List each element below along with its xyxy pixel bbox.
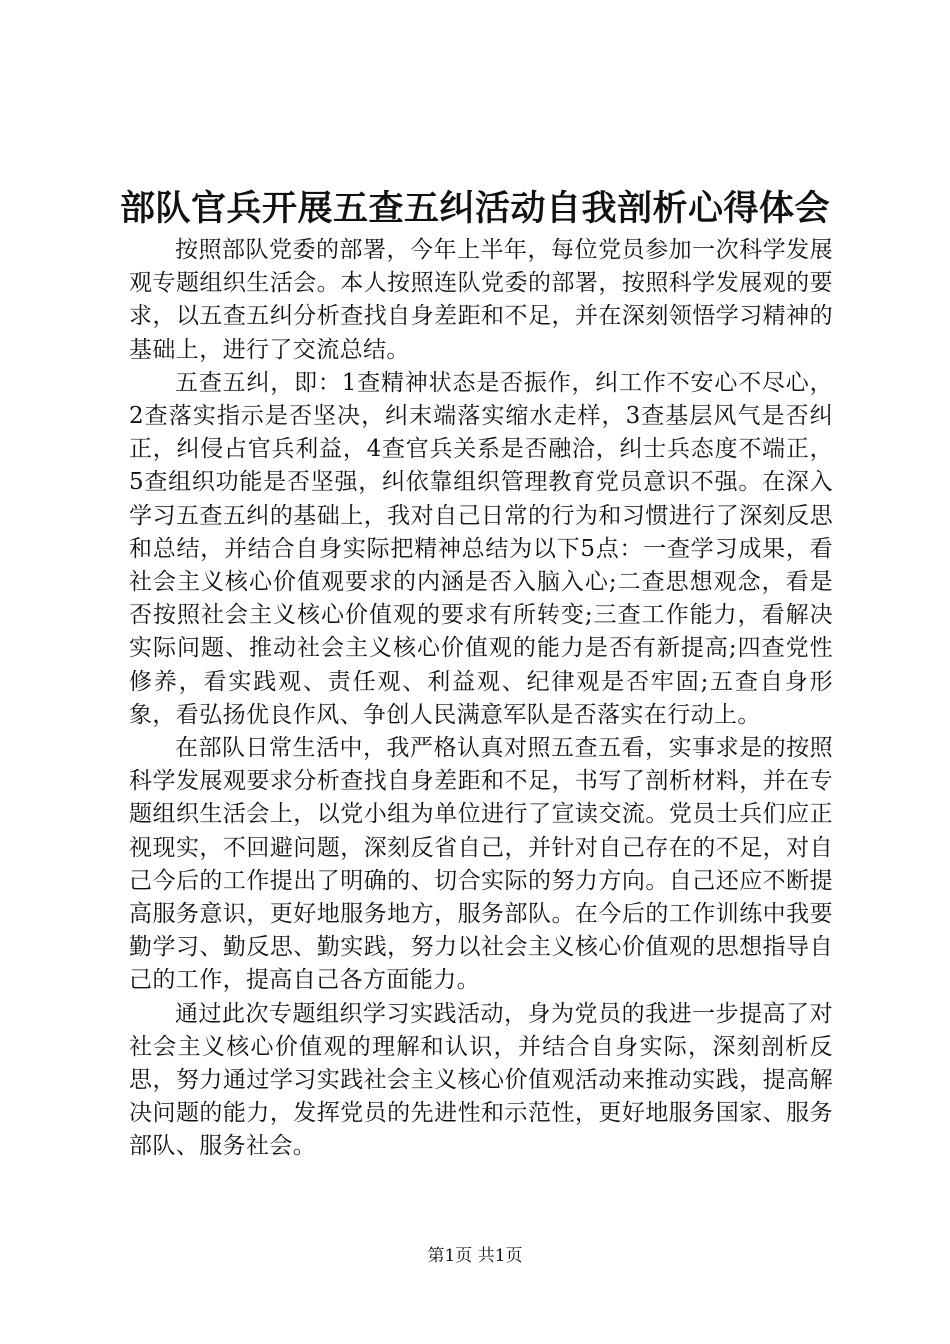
- paragraph-2: 五查五纠，即：1查精神状态是否振作，纠工作不安心不尽心，2查落实指示是否坚决，纠末端落实缩水走样，3查基层风气是否纠正，纠侵占官兵利益，4查官兵关系是否融洽，纠士兵态度不端正，5查组织功能是否坚强，纠依靠组织管理教育党员意识不强。在深入学习五查五纠的基础上，我对自己日常的行为和习惯进行了深刻反思和总结，并结合自身实际把精神总结为以下5点：一查学习成果，看社会主义核心价值观要求的内涵是否入脑入心;二查思想观念，看是否按照社会主义核心价值观的要求有所转变;三查工作能力，看解决实际问题、推动社会主义核心价值观的能力是否有新提高;四查党性修养，看实践观、责任观、利益观、纪律观是否牢固;五查自身形象，看弘扬优良作风、争创人民满意军队是否落实在行动上。: [129, 369, 833, 728]
- page-footer: 第1页 共1页: [427, 1246, 523, 1266]
- paragraph-3: 在部队日常生活中，我严格认真对照五查五看，实事求是的按照科学发展观要求分析查找自身差距和不足，书写了剖析材料，并在专题组织生活会上，以党小组为单位进行了宣读交流。党员士兵们应正视现实，不回避问题，深刻反省自己，并针对自己存在的不足，对自己今后的工作提出了明确的、切合实际的努力方向。自己还应不断提高服务意识，更好地服务地方，服务部队。在今后的工作训练中我要勤学习、勤反思、勤实践，努力以社会主义核心价值观的思想指导自己的工作，提高自己各方面能力。: [129, 735, 833, 994]
- document-title: 部队官兵开展五查五纠活动自我剖析心得体会: [119, 188, 830, 229]
- document-body: [129, 234, 833, 1164]
- paragraph-4: 通过此次专题组织学习实践活动，身为党员的我进一步提高了对社会主义核心价值观的理解和认识，并结合自身实际，深刻剖析反思，努力通过学习实践社会主义核心价值观活动来推动实践，提高解决问题的能力，发挥党员的先进性和示范性，更好地服务国家、服务部队、服务社会。: [129, 1000, 833, 1160]
- paragraph-1: 按照部队党委的部署，今年上半年，每位党员参加一次科学发展观专题组织生活会。本人按照连队党委的部署，按照科学发展观的要求，以五查五纠分析查找自身差距和不足，并在深刻领悟学习精神的基础上，进行了交流总结。: [129, 237, 833, 363]
